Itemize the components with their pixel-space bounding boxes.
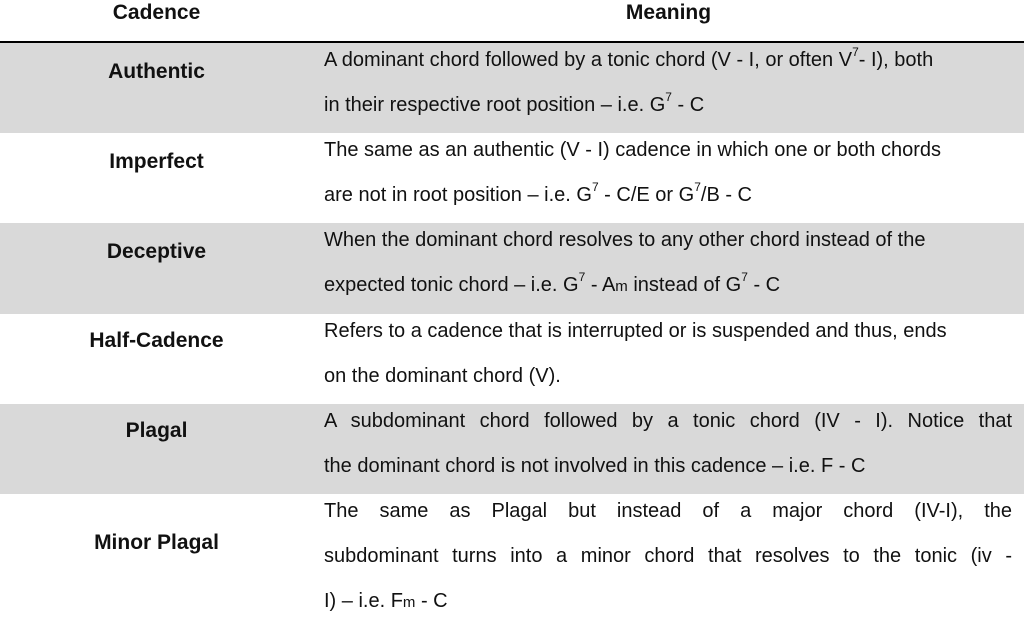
- cadence-meaning: [324, 38, 1012, 128]
- table-row: [0, 314, 1024, 404]
- meaning-line: The same as an authentic (V - I) cadence in which one or both chords: [324, 139, 942, 161]
- table-header: [0, 0, 1024, 43]
- cadence-meaning: [324, 218, 1012, 309]
- meaning-line: on the dominant chord (V).: [324, 365, 561, 387]
- table-row: [0, 404, 1024, 494]
- cadence-name: Plagal: [125, 419, 188, 442]
- meaning-line: The same as Plagal but instead of a major chord (IV-I), the: [324, 500, 1012, 522]
- meaning-line: I) – i.e. Fm - C: [324, 590, 448, 612]
- cadence-name: Half-Cadence: [89, 329, 224, 352]
- meaning-line: are not in root position – i.e. $G^7 - C/E$ or $G^7/B$ - C: [324, 180, 753, 206]
- meaning-line: the dominant chord is not involved in this cadence – i.e. F - C: [324, 455, 866, 477]
- meaning-line: When the dominant chord resolves to any other chord instead of the: [324, 229, 926, 251]
- meaning-line: Refers to a cadence that is interrupted or is suspended and thus, ends: [324, 320, 947, 342]
- cadence-name: Minor Plagal: [94, 531, 219, 554]
- cadence-meaning: [324, 309, 1012, 399]
- cadence-meaning: [324, 399, 1012, 489]
- meaning-line: subdominant turns into a minor chord that resolves to the tonic (iv -: [324, 545, 1012, 567]
- cadence-meaning: [324, 489, 1012, 625]
- cadence-name: Imperfect: [109, 150, 204, 173]
- cadence-name: Authentic: [108, 60, 205, 83]
- header-meaning: Meaning: [625, 1, 712, 24]
- table-row: [0, 494, 1024, 630]
- cadence-meaning: [324, 128, 1012, 218]
- cadence-name: Deceptive: [106, 240, 207, 263]
- meaning-line: A dominant chord followed by a tonic chord (V - I, or often $V^7-$ I), both: [324, 45, 934, 71]
- meaning-line: expected tonic chord – i.e. $G^7$ - Am instead of $G^7$ - C: [324, 270, 781, 296]
- table-row: [0, 43, 1024, 133]
- meaning-line: in their respective root position – i.e. $G^7$ - C: [324, 90, 705, 116]
- header-cadence: Cadence: [112, 1, 201, 24]
- table-row: [0, 133, 1024, 223]
- meaning-line: A subdominant chord followed by a tonic chord (IV - I). Notice that: [324, 410, 1012, 432]
- table-row: [0, 223, 1024, 314]
